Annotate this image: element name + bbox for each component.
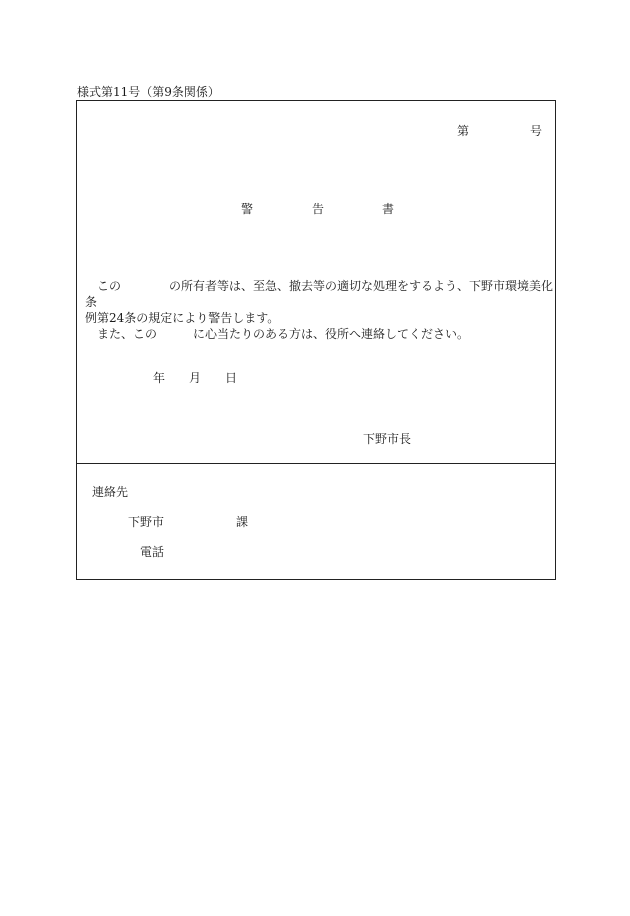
date-day: 日 xyxy=(225,371,238,385)
contact-heading: 連絡先 xyxy=(92,485,129,499)
document-number-dai: 第 xyxy=(457,124,470,138)
form-number-label: 様式第11号（第9条関係） xyxy=(77,85,220,99)
body-p2-rest: に心当たりのある方は、役所へ連絡してください。 xyxy=(193,327,470,341)
section-divider xyxy=(77,463,555,464)
warning-document-frame xyxy=(76,100,556,580)
body-p1-start: この xyxy=(97,279,122,293)
warning-body-text xyxy=(85,278,555,342)
body-paragraph-2 xyxy=(85,326,555,342)
issuer-name: 下野市長 xyxy=(363,432,412,446)
contact-section: 課 xyxy=(236,515,249,529)
document-number-go: 号 xyxy=(530,124,543,138)
body-p2-start: また、この xyxy=(97,327,158,341)
title-char-2: 告 xyxy=(312,202,325,216)
title-char-1: 警 xyxy=(241,202,254,216)
contact-city: 下野市 xyxy=(128,515,165,529)
title-char-3: 書 xyxy=(382,202,395,216)
date-month: 月 xyxy=(189,371,202,385)
body-p1-rest: の所有者等は、至急、撤去等の適切な処理をするよう、下野市環境美化条 xyxy=(85,279,554,309)
date-year: 年 xyxy=(153,371,166,385)
body-paragraph-1-line-2: 例第24条の規定により警告します。 xyxy=(85,311,280,325)
contact-phone: 電話 xyxy=(140,545,165,559)
body-paragraph-1 xyxy=(85,278,555,310)
